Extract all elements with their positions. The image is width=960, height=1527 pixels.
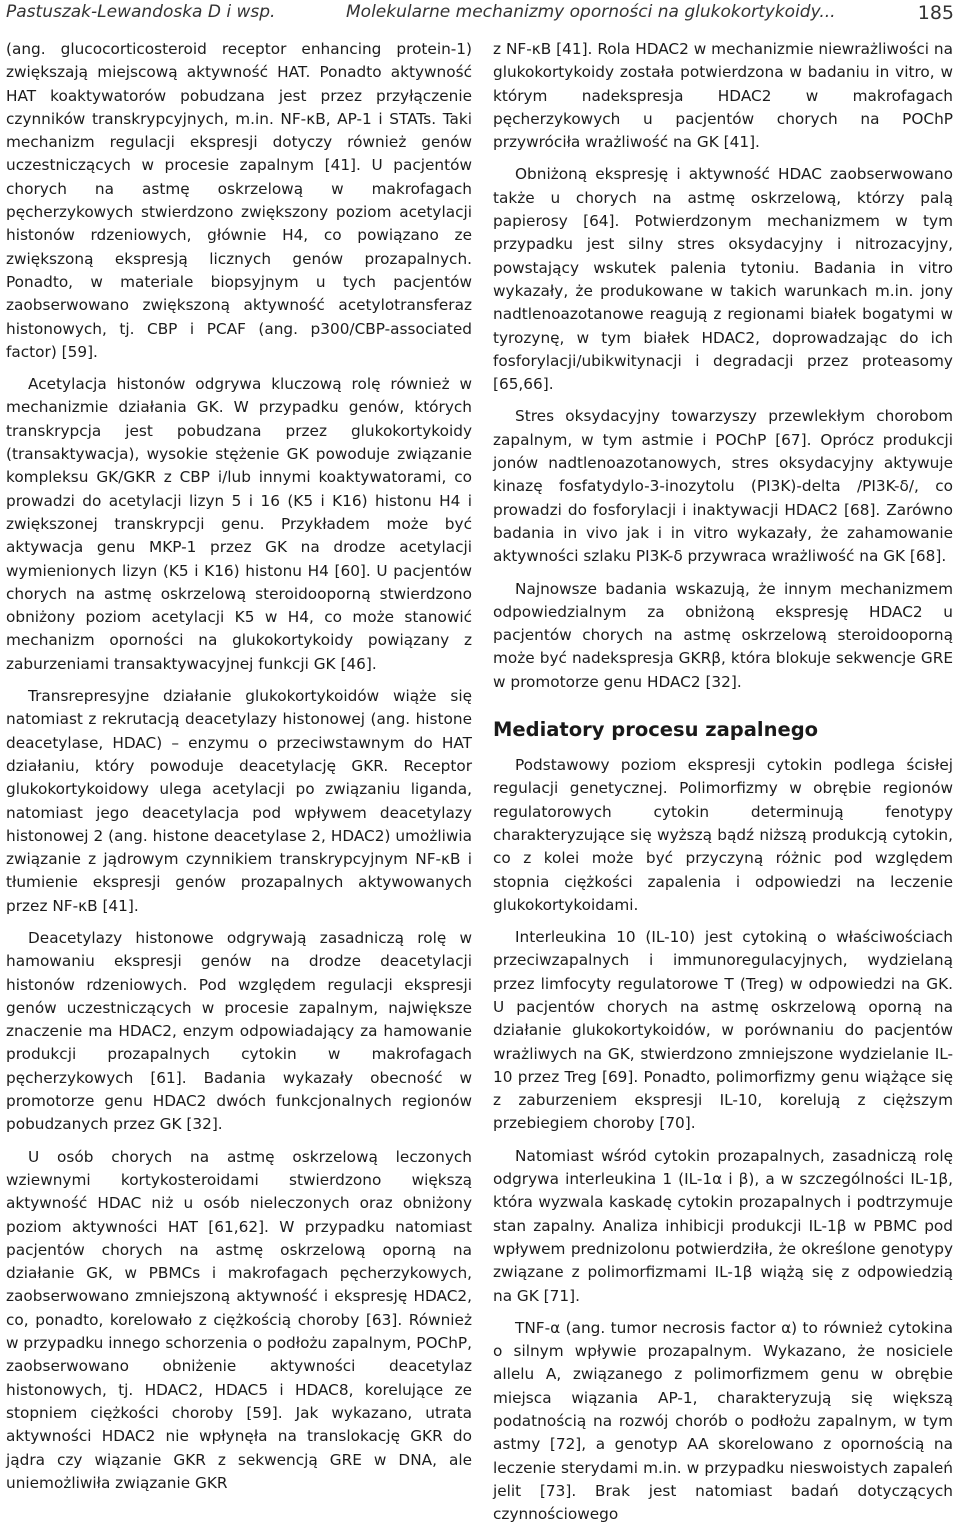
paragraph: Natomiast wśród cytokin prozapalnych, zasadniczą rolę odgrywa interleukina 1 (IL-1α i β), a w szczególności IL-1β, która wyzwala kaskadę cytokin prozapalnych i podtrzymuje stan zapalny. Analiza inhibicji produkcji IL-1β w PBMC pod wpływem prednizolonu potwierdziła, że określone genotypy związane z polimorfizmami IL-1β wiążą się z odpowiedzią na GK [71].	[493, 1146, 953, 1305]
paragraph: U osób chorych na astmę oskrzelową leczonych wziewnymi kortykosteroidami stwierdzono większą aktywność HDAC niż u osób nieleczonych oraz obniżony poziom aktywności HAT [61,62]. W przypadku natomiast pacjentów chorych na astmę oskrzelową oporną na działanie GK, w PBMCs i makrofagach pęcherzykowych, zaobserwowano zmniejszoną aktywność i ekspresję HDAC2, co, ponadto, korelowało z ciężkością choroby [63]. Również w przypadku innego schorzenia o podłożu zapalnym, POChP, zaobserwowano obniżenie aktywności deacetylaz histonowych, tj. HDAC2, HDAC5 i HDAC8, korelujące ze stopniem ciężkości choroby [59]. Jak wykazano, utrata aktywności HDAC2 nie wpłynęła na translokację GKR do jądra czy wiązanie GKR z sekwencją GRE w DNA, ale uniemożliwiła związanie GKR	[6, 1147, 472, 1492]
left-column	[6, 38, 472, 1492]
header-authors: Pastuszak-Lewandoska D i wsp.	[6, 2, 276, 22]
paragraph: Stres oksydacyjny towarzyszy przewlekłym chorobom zapalnym, w tym astmie i POChP [67]. Oprócz produkcji jonów nadtlenoazotanowych, stres oksydacyjny aktywuje kinazę fosfatydylo-3-inozytolu (PI3K)-delta /PI3K-δ/, co prowadzi do fosforylacji i inaktywacji HDAC2 [68]. Zarówno badania in vivo jak i in vitro wykazały, że zahamowanie aktywności szlaku PI3K-δ przywraca wrażliwość na GK [68].	[493, 407, 953, 566]
paragraph: Interleukina 10 (IL-10) jest cytokiną o właściwościach przeciwzapalnych i immunoregulacyjnych, wydzielaną przez limfocyty regulatorowe T (Treg) w odpowiedzi na GK. U pacjentów chorych na astmę oskrzelową oporną na działanie glukokortykoidów, w porównaniu do pacjentów wrażliwych na GK, stwierdzono zmniejszone wydzielanie IL-10 przez Treg [69]. Ponadto, polimorfizmy genu wiążące się z zaburzeniem ekspresji IL-10, korelują z cięższym przebiegiem choroby [70].	[493, 928, 953, 1133]
running-header	[6, 2, 954, 26]
right-column	[493, 38, 953, 1524]
header-running-title: Molekularne mechanizmy oporności na glukokortykoidy...	[346, 2, 836, 22]
section-heading: Mediatory procesu zapalnego	[493, 718, 819, 742]
paragraph: Acetylacja histonów odgrywa kluczową rolę również w mechanizmie działania GK. W przypadku genów, których transkrypcja jest pobudzana przez glukokortykoidy (transaktywacja), wysokie stężenie GK powoduje związanie kompleksu GK/GKR z CBP i/lub innymi koaktywatorami, co prowadzi do acetylacji lizyn 5 i 16 (K5 i K16) histonu H4 i zwiększonej transkrypcji genu. Przykładem może być aktywacja genu MKP-1 przez GK na drodze acetylacji wymienionych lizyn (K5 i K16) histonu H4 [60]. U pacjentów chorych na astmę oskrzelową steroidooporną stwierdzono obniżony poziom acetylacji K5 w H4, co może stanowić mechanizm oporności na glukokortykoidy powiązany z zaburzeniami transaktywacyjnej funkcji GK [46].	[6, 375, 472, 673]
paragraph: Transrepresyjne działanie glukokortykoidów wiąże się natomiast z rekrutacją deacetylazy histonowej (ang. histone deacetylase, HDAC) – enzymu o przeciwstawnym do HAT działaniu, który powoduje deacetylację GKR. Receptor glukokortykoidowy ulega acetylacji po związaniu liganda, natomiast jego deacetylacja pod wpływem deacetylazy histonowej 2 (ang. histone deacetylase 2, HDAC2) umożliwia związanie z jądrowym czynnikiem transkrypcyjnym NF-κB i tłumienie ekspresji genów prozapalnych aktywowanych przez NF-κB [41].	[6, 687, 472, 915]
paragraph: Obniżoną ekspresję i aktywność HDAC zaobserwowano także u chorych na astmę oskrzelową, którzy palą papierosy [64]. Potwierdzonym mechanizmem w tym przypadku jest silny stres oksydacyjny i nitrozacyjny, powstający wskutek palenia tytoniu. Badania in vitro wykazały, że produkowane w takich warunkach m.in. jony nadtlenoazotanowe reagują z regionami białek bogatymi w tyrozynę, w tym białek HDAC2, doprowadzając do ich fosforylacji/ubikwitynacji i degradacji przez proteasomy [65,66].	[493, 165, 953, 394]
paragraph: (ang. glucocorticosteroid receptor enhancing protein-1) zwiększają miejscową aktywność HAT. Ponadto aktywność HAT koaktywatorów pobudzana jest przez przyłączenie czynników transkrypcyjnych, m.in. NF-κB, AP-1 i STATs. Taki mechanizm regulacji ekspresji dotyczy również genów uczestniczących w procesie zapalnym [41]. U pacjentów chorych na astmę oskrzelową w makrofagach pęcherzykowych stwierdzono zwiększony poziom acetylacji histonów rdzeniowych, głównie H4, co powiązano ze zwiększoną ekspresją licznych genów prozapalnych. Ponadto, w materiale biopsyjnym u tych pacjentów zaobserwowano zwiększoną aktywność acetylotransferaz histonowych, tj. CBP i PCAF (ang. p300/CBP-associated factor) [59].	[6, 40, 472, 361]
paragraph: Podstawowy poziom ekspresji cytokin podlega ścisłej regulacji genetycznej. Polimorfizmy w obrębie regionów regulatorowych cytokin determinują fenotypy charakteryzujące się wyższą bądź niższą produkcją cytokin, co z kolei może być przyczyną różnic pod względem stopnia ciężkości zapalenia i odpowiedzi na leczenie glukokortykoidami.	[493, 756, 953, 914]
paragraph: Deacetylazy histonowe odgrywają zasadniczą rolę w hamowaniu ekspresji genów na drodze deacetylacji histonów rdzeniowych. Pod względem regulacji ekspresji genów uczestniczących w procesie zapalnym, największe znaczenie ma HDAC2, enzym odpowiadający za hamowanie produkcji prozapalnych cytokin w makrofagach pęcherzykowych [61]. Badania wykazały obecność w promotorze genu HDAC2 dwóch funkcjonalnych regionów pobudzanych przez GK [32].	[6, 928, 472, 1134]
paragraph: Najnowsze badania wskazują, że innym mechanizmem odpowiedzialnym za obniżoną ekspresję HDAC2 u pacjentów chorych na astmę oskrzelową steroidooporną może być nadekspresja GKRβ, która blokuje sekwencje GRE w promotorze genu HDAC2 [32].	[493, 579, 953, 691]
page-number: 185	[917, 2, 954, 24]
paragraph: z NF-κB [41]. Rola HDAC2 w mechanizmie niewrażliwości na glukokortykoidy została potwierdzona w badaniu in vitro, w którym nadekspresja HDAC2 w makrofagach pęcherzykowych u pacjentów chorych na POChP przywróciła wrażliwość na GK [41].	[493, 40, 953, 152]
paragraph: TNF-α (ang. tumor necrosis factor α) to również cytokina o silnym wpływie prozapalnym. Wykazano, że nosiciele allelu A, związanego z polimorfizmem genu w obrębie miejsca wiązania AP-1, charakteryzują się większą podatnością na rozwój chorób o podłożu zapalnym, w tym astmy [72], a genotyp AA skorelowano z opornością na leczenie sterydami m.in. w przypadku nieswoistych zapaleń jelit [73]. Brak jest natomiast badań dotyczących czynnościowego	[493, 1318, 953, 1524]
